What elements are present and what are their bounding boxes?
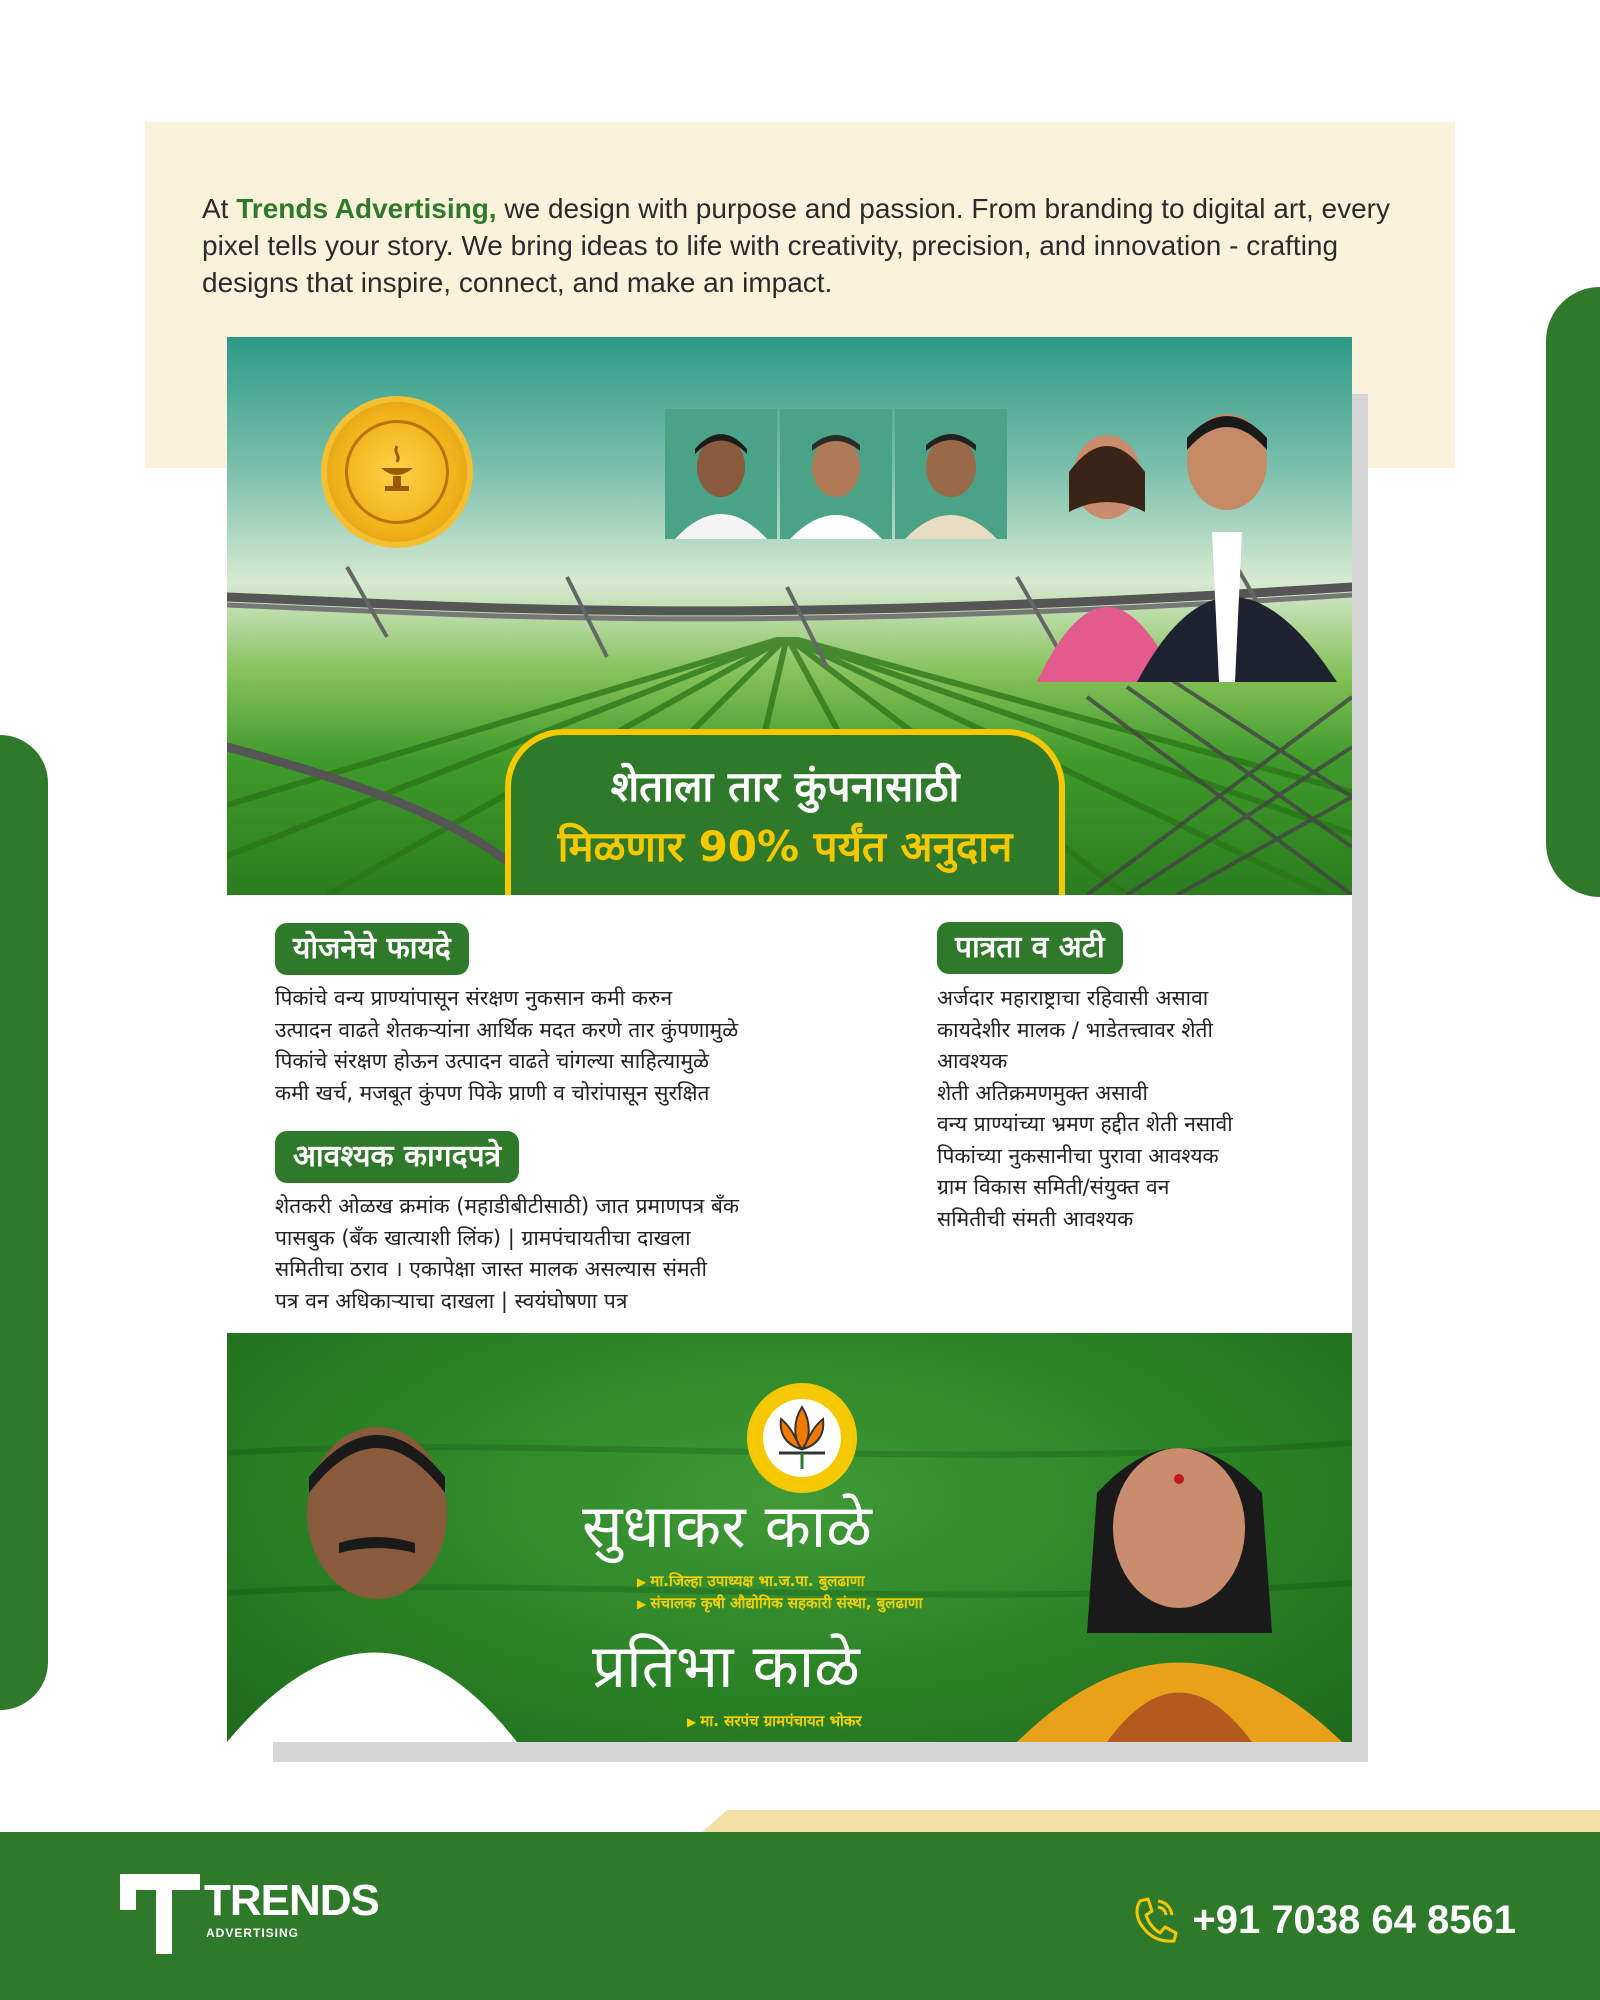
eligibility-heading: पात्रता व अटी	[937, 922, 1123, 974]
decorative-side-block-right	[1546, 287, 1600, 897]
leader-role-2: ▶ मा. सरपंच ग्रामपंचायत भोकर	[687, 1711, 862, 1731]
benefits-line: कमी खर्च, मजबूत कुंपण पिके प्राणी व चोरांपासून सुरक्षित	[275, 1080, 710, 1105]
eligibility-item: कायदेशीर मालक / भाडेतत्त्वावर शेती	[937, 1017, 1213, 1042]
lotus-badge	[747, 1383, 857, 1493]
phone-icon	[1132, 1895, 1178, 1945]
state-seal-icon	[327, 402, 467, 542]
benefits-line: पिकांचे वन्य प्राण्यांपासून संरक्षण नुकसान कमी करुन	[275, 986, 673, 1010]
documents-line: समितीचा ठराव । एकापेक्षा जास्त मालक असल्यास संमती	[275, 1257, 707, 1281]
eligibility-item: समितीची संमती आवश्यक	[937, 1206, 1134, 1231]
leaders-band	[227, 1333, 1352, 1742]
leader-name-2: प्रतिभा काळे	[592, 1632, 860, 1702]
eligibility-item: पिकांच्या नुकसानीचा पुरावा आवश्यक	[937, 1143, 1219, 1168]
eligibility-item: आवश्यक	[937, 1049, 1008, 1073]
logo-subtitle: ADVERTISING	[206, 1926, 300, 1940]
documents-line: पत्र वन अधिकाऱ्याचा दाखला | स्वयंघोषणा पत्र	[275, 1288, 628, 1313]
trends-logo-icon	[120, 1874, 204, 1954]
leader-role-1a: ▶ मा.जिल्हा उपाध्यक्ष भा.ज.पा. बुलढाणा	[637, 1571, 865, 1591]
poster-hero	[227, 337, 1352, 895]
benefits-line: पिकांचे संरक्षण होऊन उत्पादन वाढते चांगल्या साहित्यामुळे	[275, 1049, 709, 1073]
scheme-poster	[227, 337, 1352, 1742]
leader-role-1b: ▶ संचालक कृषी औद्योगिक सहकारी संस्था, बुलढाणा	[637, 1593, 923, 1613]
leader-photo-female	[1007, 1413, 1352, 1742]
leader-name-1: सुधाकर काळे	[582, 1492, 872, 1562]
documents-line: पासबुक (बँक खात्याशी लिंक) | ग्रामपंचायतीचा दाखला	[275, 1225, 691, 1250]
trends-logo[interactable]	[120, 1874, 380, 1954]
benefits-text	[275, 983, 855, 1109]
seal-lamp-icon	[373, 442, 421, 494]
headline-banner	[505, 729, 1065, 895]
benefits-line: उत्पादन वाढते शेतकऱ्यांना आर्थिक मदत करणे तार कुंपणामुळे	[275, 1017, 739, 1042]
eligibility-list	[937, 983, 1337, 1235]
logo-wordmark: TRENDS	[204, 1876, 379, 1925]
intro-brand-name: Trends Advertising,	[236, 193, 497, 224]
phone-number: +91 7038 64 8561	[1192, 1897, 1516, 1942]
eligibility-item: ग्राम विकास समिती/संयुक्त वन	[937, 1175, 1170, 1199]
lotus-icon	[763, 1399, 841, 1477]
decorative-cream-strip	[700, 1810, 1600, 1834]
intro-body: we design with purpose and passion. From branding to digital art, every pixel tells your story. We bring ideas to life with creativity, precision, and innovation - crafting designs that inspire, connect, and make an impact.	[202, 193, 1390, 298]
documents-line: शेतकरी ओळख क्रमांक (महाडीबीटीसाठी) जात प्रमाणपत्र बँक	[275, 1194, 740, 1218]
leader-portrait-2	[780, 409, 892, 539]
documents-heading: आवश्यक कागदपत्रे	[275, 1131, 519, 1183]
leaders-pair-photo	[1017, 382, 1347, 682]
documents-text	[275, 1191, 855, 1317]
leader-portrait-3	[895, 409, 1007, 539]
leader-portrait-1	[665, 409, 777, 539]
headline-line-2: मिळणार 90% पर्यंत अनुदान	[557, 822, 1013, 871]
intro-paragraph	[202, 190, 1422, 301]
eligibility-item: शेती अतिक्रमणमुक्त असावी	[937, 1080, 1148, 1105]
decorative-side-block-left	[0, 735, 48, 1710]
benefits-heading: योजनेचे फायदे	[275, 923, 469, 975]
eligibility-item: वन्य प्राण्यांच्या भ्रमण हद्दीत शेती नसावी	[937, 1112, 1233, 1136]
headline-line-1: शेताला तार कुंपनासाठी	[610, 762, 960, 811]
leader-photo-male	[227, 1393, 517, 1742]
phone-contact[interactable]	[1132, 1890, 1516, 1950]
intro-prefix: At	[202, 193, 237, 224]
eligibility-item: अर्जदार महाराष्ट्राचा रहिवासी असावा	[937, 986, 1209, 1010]
